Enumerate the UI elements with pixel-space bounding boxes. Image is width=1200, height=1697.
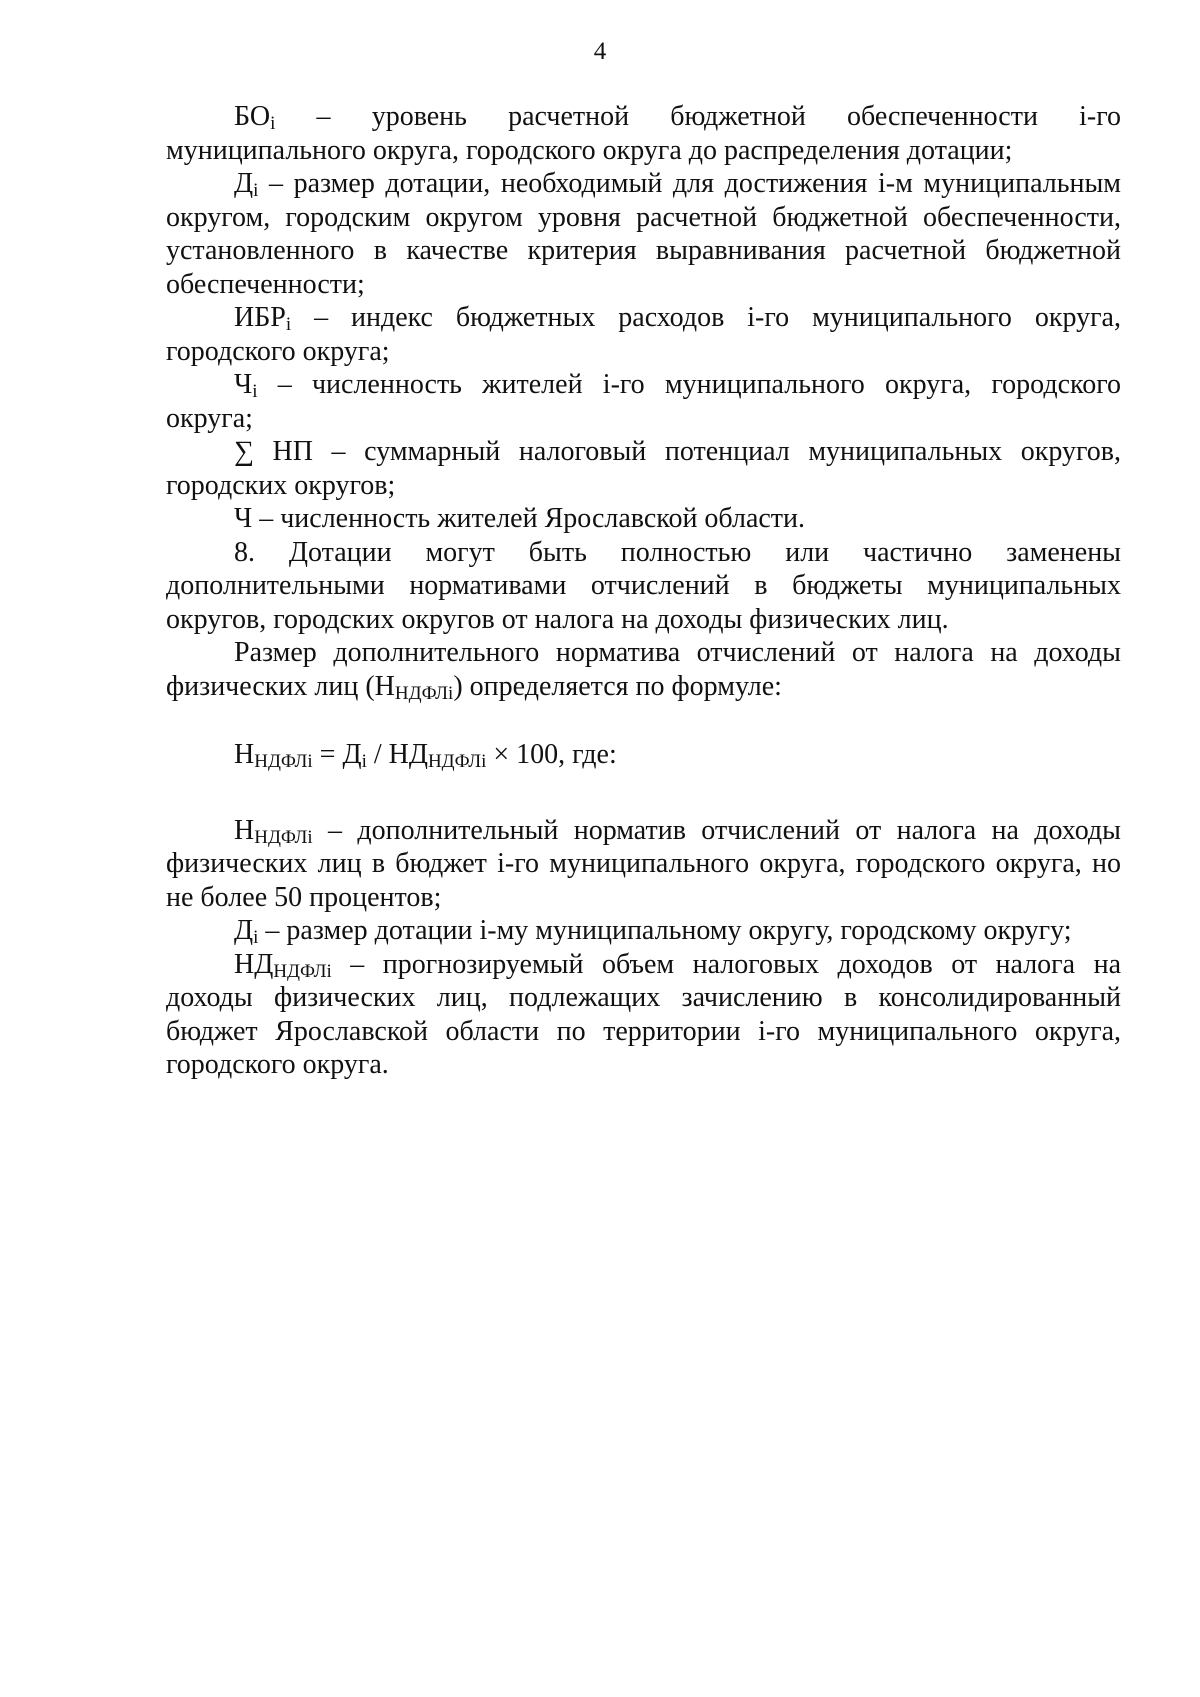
paragraph-text: – уровень расчетной бюджетной обеспеченности i-го муниципального округа, городского округа до распределения дотации; [166,101,1121,166]
paragraph-text: – размер дотации, необходимый для достижения i-м муниципальным округом, городским округом уровня расчетной бюджетной обеспеченности, установленного в качестве критерия выравнивания расчетной бюджетной обеспеченности; [166,168,1121,300]
paragraph-text-tail: ) определяется по формуле: [453,670,782,702]
definition-text: – размер дотации i-му муниципальному округу, городскому округу; [258,915,1072,946]
paragraph-bo [166,100,1121,167]
symbol: Ч [234,503,253,534]
symbol: Д [234,168,254,199]
paragraph-ch [166,502,1121,536]
paragraph-ibr [166,301,1121,368]
paragraph-text: Размер дополнительного норматива отчислений от налога на доходы физических лиц (Н [166,637,1121,702]
formula-d-sub: i [361,751,367,772]
subscript: НДФЛi [273,960,332,982]
formula-lhs: Н [234,739,255,770]
definition-n-ndfl [166,814,1121,915]
symbol: ∑ НП [234,436,313,467]
symbol: Н [234,814,255,846]
formula-eq: = Д [312,739,362,770]
formula [166,738,1121,772]
subscript: i [285,314,292,335]
symbol: Ч [234,369,253,400]
page-number: 4 [593,38,607,65]
symbol: ИБР [234,302,286,333]
symbol: БО [234,101,271,132]
formula-nd-sub: НДФЛi [427,751,487,772]
symbol: НД [234,948,274,980]
paragraph-text: – численность жителей i-го муниципального округа, городского округа; [166,369,1121,434]
subscript: НДФЛi [254,826,313,848]
paragraph-item-8 [166,536,1121,637]
symbol: Д [234,915,254,946]
paragraph-normative-size [166,636,1121,703]
definition-text: – дополнительный норматив отчислений от налога на доходы физических лиц в бюджет i-го муниципального округа, городского округа, но не более 50 процентов; [166,814,1121,913]
paragraph-text: – индекс бюджетных расходов i-го муниципального округа, городского округа; [166,302,1121,367]
definition-nd-ndfl [166,948,1121,1082]
subscript: i [270,113,276,134]
paragraph-text: – численность жителей Ярославской области. [252,503,806,534]
formula-div: / НД [366,739,428,770]
paragraph-text: 8. Дотации могут быть полностью или частично заменены дополнительными нормативами отчислений в бюджеты муниципальных округов, городских округов от налога на доходы физических лиц. [166,536,1121,635]
subscript: i [253,180,259,201]
subscript: i [253,927,259,948]
paragraph-text: – суммарный налоговый потенциал муниципальных округов, городских округов; [166,436,1121,501]
paragraph-sum-np [166,435,1121,502]
document-body [166,100,1121,1082]
paragraph-ch-i [166,368,1121,435]
definition-d [166,914,1121,948]
formula-tail: × 100, где: [486,739,617,770]
subscript: i [252,381,258,402]
definition-text: – прогнозируемый объем налоговых доходов от налога на доходы физических лиц, подлежащих зачислению в консолидированный бюджет Ярославской области по территории i-го муниципального округа, городского округа. [166,948,1121,1080]
paragraph-d [166,167,1121,301]
subscript: НДФЛi [394,682,454,704]
formula-lhs-sub: НДФЛi [254,751,313,772]
